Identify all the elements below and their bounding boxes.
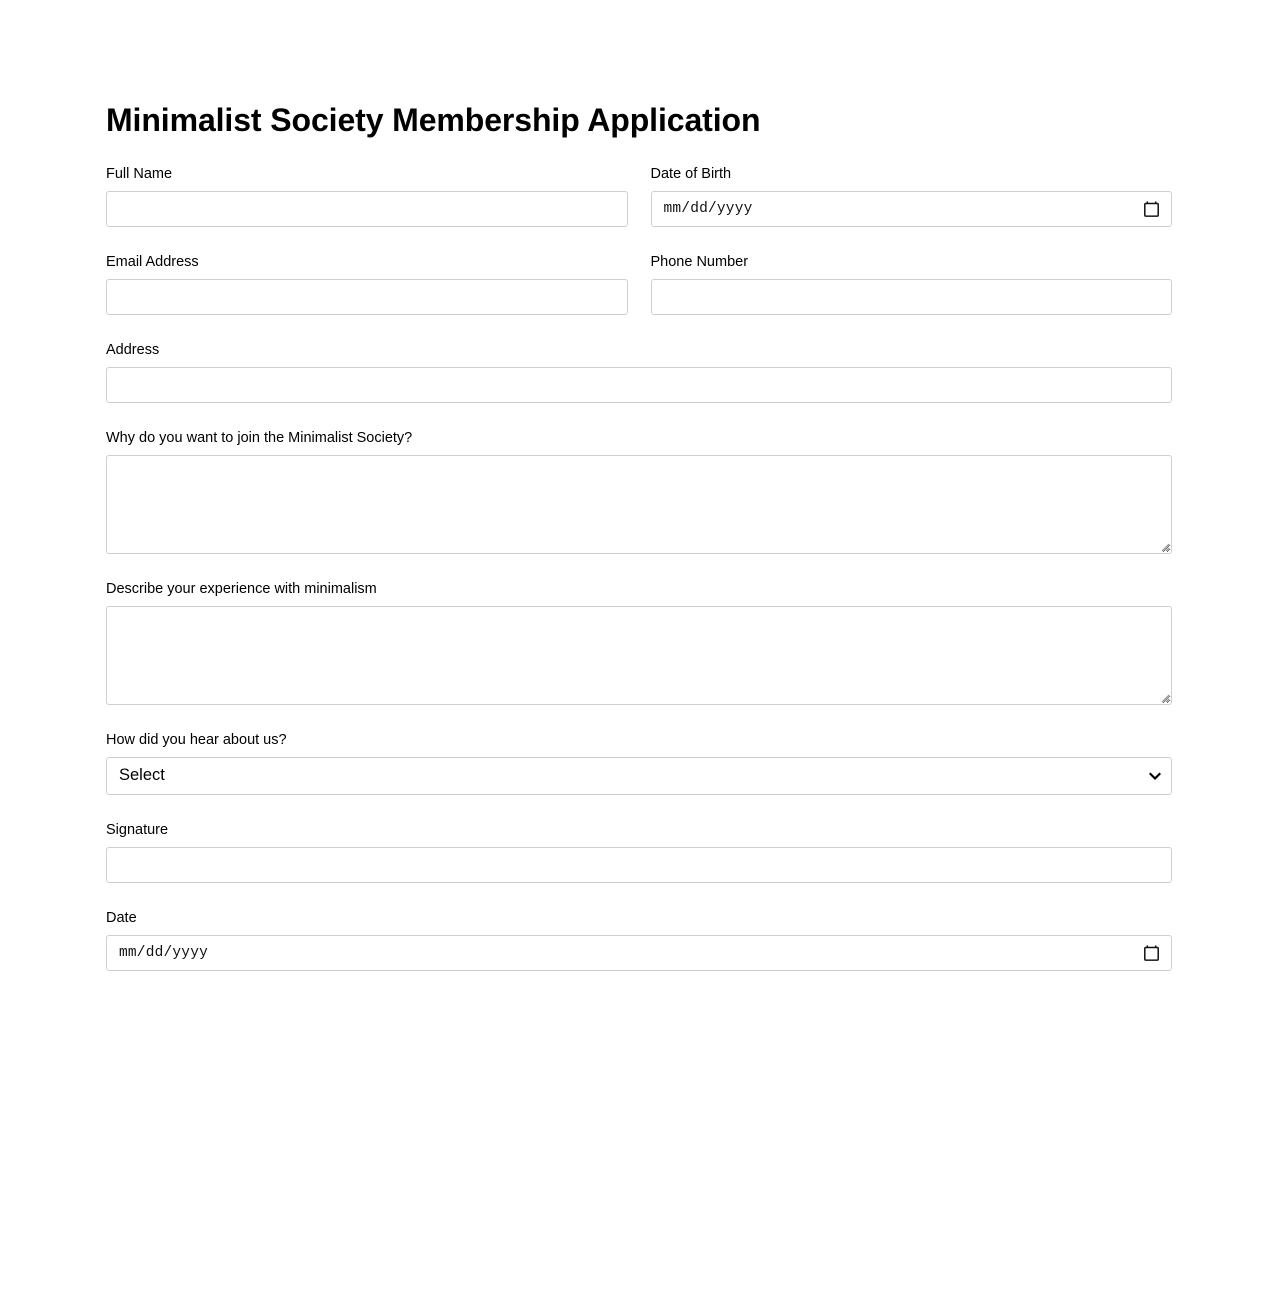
- referral-selected-value: Select: [119, 766, 165, 785]
- date-of-birth-input[interactable]: [651, 191, 1173, 227]
- date-of-birth-label: Date of Birth: [650, 165, 732, 182]
- experience-label: Describe your experience with minimalism: [106, 580, 377, 597]
- field-group-date-of-birth: [651, 166, 1173, 227]
- experience-textarea[interactable]: [106, 606, 1172, 705]
- phone-label: Phone Number: [650, 253, 749, 270]
- form-row-email-phone: [106, 254, 1172, 315]
- date-of-birth-placeholder-text: mm/dd/yyyy: [663, 200, 753, 217]
- signature-input[interactable]: [106, 847, 1172, 883]
- field-group-referral: [106, 732, 1172, 795]
- date-input[interactable]: [106, 935, 1172, 971]
- referral-select[interactable]: [106, 757, 1172, 795]
- address-input[interactable]: [106, 367, 1172, 403]
- date-placeholder-text: mm/dd/yyyy: [119, 944, 209, 961]
- field-group-why-join: [106, 430, 1172, 554]
- why-join-textarea[interactable]: [106, 455, 1172, 554]
- field-group-date: [106, 910, 1172, 971]
- form-row-name-dob: [106, 166, 1172, 227]
- phone-input[interactable]: [651, 279, 1173, 315]
- field-group-signature: [106, 822, 1172, 883]
- membership-form: [106, 0, 1172, 971]
- referral-label: How did you hear about us?: [106, 731, 287, 748]
- field-group-email: [106, 254, 628, 315]
- field-group-experience: [106, 581, 1172, 705]
- date-label: Date: [106, 909, 137, 926]
- full-name-input[interactable]: [106, 191, 628, 227]
- why-join-label: Why do you want to join the Minimalist Society?: [106, 429, 413, 446]
- field-group-address: [106, 342, 1172, 403]
- chevron-down-icon[interactable]: [1149, 770, 1161, 782]
- why-join-textarea-wrap: [106, 455, 1172, 554]
- address-label: Address: [106, 341, 160, 358]
- field-group-phone: [651, 254, 1173, 315]
- email-input[interactable]: [106, 279, 628, 315]
- signature-label: Signature: [106, 821, 169, 838]
- field-group-full-name: [106, 166, 628, 227]
- email-label: Email Address: [106, 253, 199, 270]
- experience-textarea-wrap: [106, 606, 1172, 705]
- calendar-icon[interactable]: [1144, 201, 1159, 217]
- page-title: Minimalist Society Membership Application: [106, 102, 761, 138]
- full-name-label: Full Name: [106, 165, 173, 182]
- calendar-icon[interactable]: [1144, 945, 1159, 961]
